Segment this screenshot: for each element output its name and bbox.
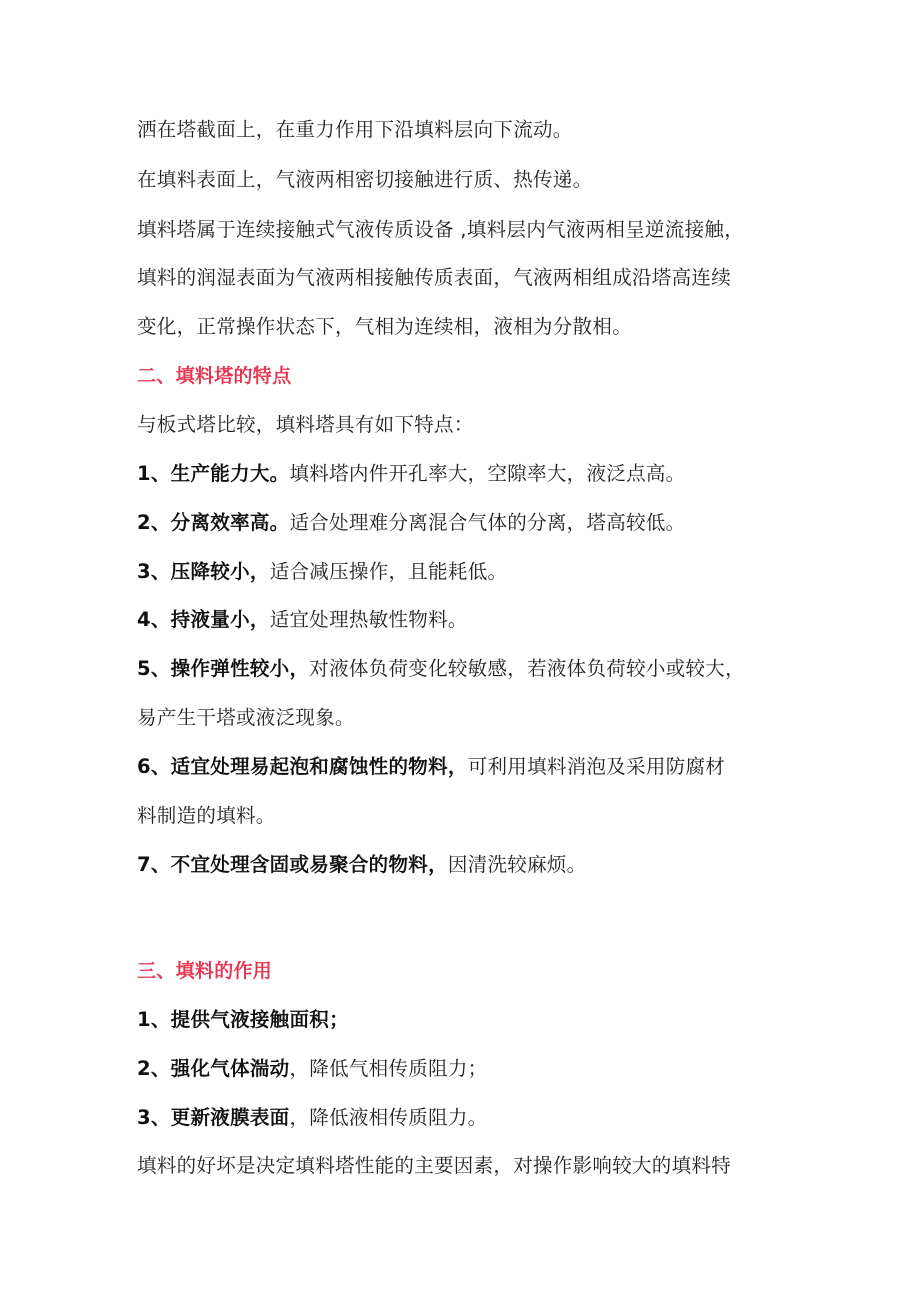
feature-item-5-title: 操作弹性较小， <box>170 657 310 680</box>
feature-item-7 <box>137 851 586 879</box>
feature-item-3-title: 压降较小， <box>170 560 270 583</box>
feature-item-6-text: 可利用填料消泡及采用防腐材 <box>467 755 726 778</box>
function-item-2 <box>137 1055 488 1083</box>
feature-item-4-text: 适宜处理热敏性物料。 <box>269 608 468 631</box>
function-item-3 <box>137 1104 488 1132</box>
function-item-3-title: 更新液膜表面 <box>170 1106 290 1129</box>
intro-paragraph-3-line-3: 变化，正常操作状态下，气相为连续相，液相为分散相。 <box>137 315 633 338</box>
function-item-1-title: 提供气液接触面积； <box>170 1008 349 1031</box>
feature-item-3-number: 3、 <box>137 560 171 583</box>
intro-paragraph-1: 洒在塔截面上，在重力作用下沿填料层向下流动。 <box>137 118 573 141</box>
feature-item-2-title: 分离效率高。 <box>170 511 290 534</box>
intro-paragraph-2: 在填料表面上，气液两相密切接触进行质、热传递。 <box>137 168 593 191</box>
feature-item-2 <box>137 509 686 537</box>
feature-item-7-title: 不宜处理含固或易聚合的物料， <box>170 853 448 876</box>
feature-item-5 <box>137 655 745 683</box>
function-item-1-number: 1、 <box>137 1008 171 1031</box>
section-2-lead: 与板式塔比较，填料塔具有如下特点： <box>137 413 474 436</box>
function-item-1 <box>137 1006 349 1034</box>
trailing-paragraph: 填料的好坏是决定填料塔性能的主要因素，对操作影响较大的填料特 <box>137 1154 732 1177</box>
section-3-heading: 三、填料的作用 <box>137 960 273 982</box>
feature-item-1-text: 填料塔内件开孔率大，空隙率大，液泛点高。 <box>289 462 686 485</box>
feature-item-6-continuation: 料制造的填料。 <box>137 804 276 827</box>
feature-item-3 <box>137 558 507 586</box>
feature-item-5-text: 对液体负荷变化较敏感，若液体负荷较小或较大， <box>309 657 745 680</box>
feature-item-7-number: 7、 <box>137 853 171 876</box>
feature-item-6 <box>137 753 725 781</box>
function-item-2-number: 2、 <box>137 1057 171 1080</box>
feature-item-5-continuation: 易产生干塔或液泛现象。 <box>137 706 355 729</box>
function-item-2-text: ，降低气相传质阻力； <box>289 1057 488 1080</box>
function-item-3-number: 3、 <box>137 1106 171 1129</box>
feature-item-5-number: 5、 <box>137 657 171 680</box>
feature-item-4-number: 4、 <box>137 608 171 631</box>
feature-item-1-number: 1、 <box>137 462 171 485</box>
feature-item-7-text: 因清洗较麻烦。 <box>447 853 587 876</box>
section-2-heading: 二、填料塔的特点 <box>137 365 292 387</box>
feature-item-1 <box>137 460 686 488</box>
feature-item-2-text: 适合处理难分离混合气体的分离，塔高较低。 <box>289 511 686 534</box>
function-item-3-text: ，降低液相传质阻力。 <box>289 1106 488 1129</box>
feature-item-4 <box>137 606 468 634</box>
feature-item-2-number: 2、 <box>137 511 171 534</box>
feature-item-3-text: 适合减压操作，且能耗低。 <box>269 560 508 583</box>
intro-paragraph-3-line-2: 填料的润湿表面为气液两相接触传质表面，气液两相组成沿塔高连续 <box>137 266 732 289</box>
feature-item-1-title: 生产能力大。 <box>170 462 290 485</box>
feature-item-4-title: 持液量小， <box>170 608 270 631</box>
feature-item-6-number: 6、 <box>137 755 171 778</box>
function-item-2-title: 强化气体湍动 <box>170 1057 290 1080</box>
feature-item-6-title: 适宜处理易起泡和腐蚀性的物料， <box>170 755 468 778</box>
intro-paragraph-3-line-1: 填料塔属于连续接触式气液传质设备 ,填料层内气液两相呈逆流接触， <box>137 218 744 241</box>
